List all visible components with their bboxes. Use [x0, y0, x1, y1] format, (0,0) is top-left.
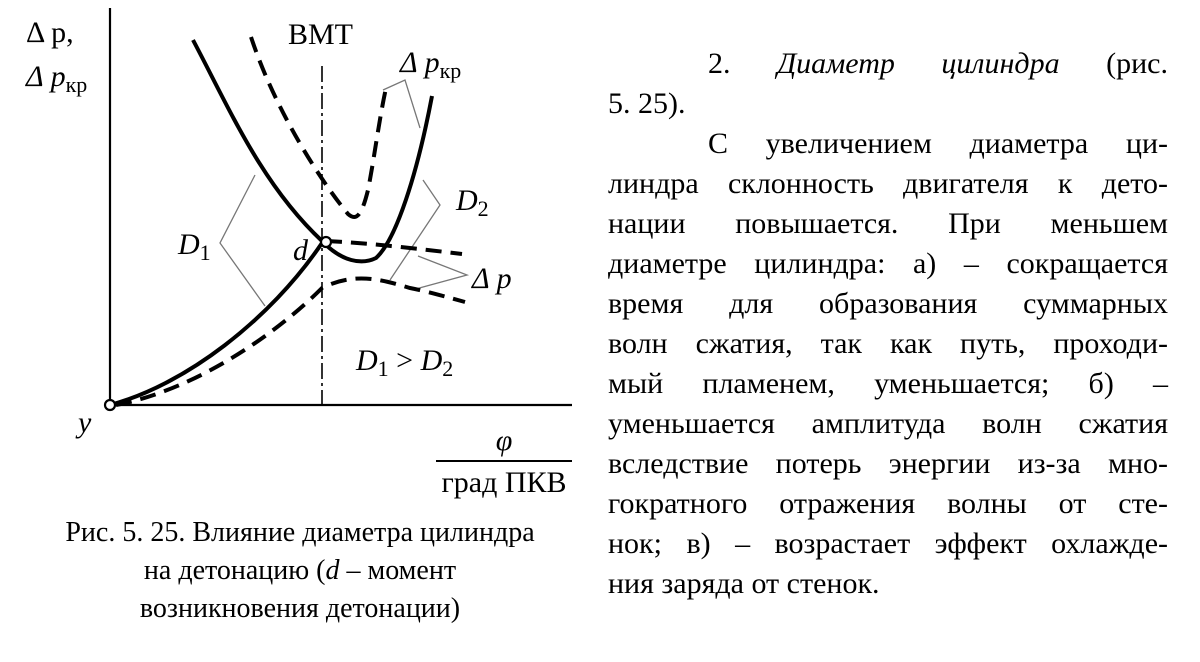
dp-leader — [412, 256, 467, 290]
paragraph-2-line-10: гократного отражения волны от сте- — [608, 487, 1168, 520]
d1-label: $D_1$ — [178, 228, 211, 265]
point-y-marker — [105, 400, 115, 410]
d1-leader — [220, 175, 265, 306]
dp-kr-leader — [383, 80, 420, 128]
caption-line-1: Рис. 5. 25. Влияние диаметра цилиндра — [65, 517, 535, 548]
paragraph-2-line-5: время для образования суммарных — [608, 287, 1168, 320]
paragraph-2-line-4: диаметре цилиндра: а) – сокращается — [608, 247, 1168, 280]
paragraph-2-line-8: уменьшается амплитуда волн сжатия — [608, 407, 1168, 440]
paragraph-2-line-2: линдра склонность двигателя к дето- — [608, 167, 1168, 200]
relation-label: $D_1 > D_2$ — [356, 344, 454, 381]
x-axis-denominator: град ПКВ — [441, 466, 567, 499]
body-text — [608, 44, 1168, 604]
d2-label: $D_2$ — [456, 184, 489, 221]
curve-d2-after-d — [326, 241, 462, 254]
paragraph-1-line-1: 2. Диаметр цилиндра (рис. — [708, 47, 1168, 80]
curve-d2-critical-pressure — [251, 37, 386, 217]
paragraph-2-line-3: нации повышается. При меньшем — [608, 207, 1168, 240]
d2-leader — [390, 180, 440, 280]
y-axis-label-line2: Δ $p_{кр}$ — [26, 60, 88, 97]
paragraph-2-line-1: С увеличением диаметра ци- — [708, 127, 1168, 160]
x-axis-fraction-bar — [436, 460, 572, 462]
section-title: Диаметр цилиндра — [777, 47, 1060, 80]
figure-detonation-diameter — [0, 0, 600, 500]
caption-line-3: возникновения детонации) — [139, 593, 461, 624]
x-axis-numerator: φ — [495, 424, 513, 457]
point-d-label: d — [293, 234, 308, 267]
paragraph-2-line-12: ния заряда от стенок. — [608, 567, 880, 600]
figure-caption — [0, 514, 600, 628]
curve-d1-critical-pressure — [193, 40, 432, 261]
curve-d1-pressure-rise — [110, 243, 322, 405]
tdc-label: ВМТ — [288, 18, 354, 51]
curve-d2-pressure-rise — [116, 278, 465, 405]
caption-line-2: на детонацию (d – момент — [143, 555, 457, 586]
paragraph-2-line-7: мый пламенем, уменьшается; б) – — [608, 367, 1168, 400]
paragraph-2-line-9: вследствие потерь энергии из-за мно- — [608, 447, 1168, 480]
paragraph-1-line-2: 5. 25). — [608, 87, 686, 120]
paragraph-2-line-11: нок; в) – возрастает эффект охлажде- — [608, 527, 1168, 560]
point-d-marker — [321, 237, 331, 247]
dp-label: Δ p — [472, 262, 512, 295]
y-axis-label-line1: Δ p, — [26, 16, 74, 49]
point-y-label: y — [78, 406, 92, 439]
paragraph-2-line-6: волн сжатия, так как путь, проходи- — [608, 327, 1168, 360]
dp-kr-label: Δ $p_{кр}$ — [400, 46, 462, 83]
x-axis-label — [436, 424, 572, 500]
